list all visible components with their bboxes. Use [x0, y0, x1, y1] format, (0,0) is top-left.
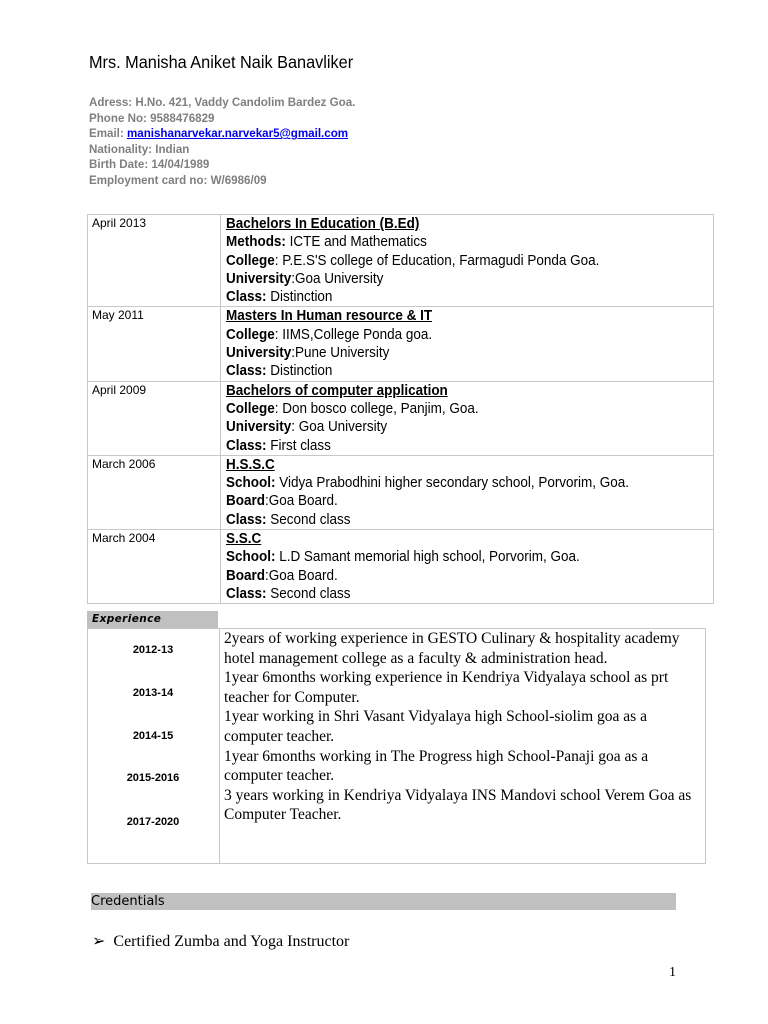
detail-value: First class: [266, 437, 331, 454]
education-details: [221, 307, 714, 381]
degree-title: S.S.C: [226, 531, 262, 548]
education-date: March 2006: [88, 455, 221, 529]
email-link[interactable]: manishanarvekar.narvekar5@gmail.com: [126, 126, 349, 141]
detail-value: : IIMS,College Ponda goa.: [274, 326, 433, 343]
detail-label: College: [226, 400, 275, 417]
detail-value: :Goa Board.: [264, 493, 338, 510]
education-detail-line: [226, 252, 679, 270]
detail-label: University: [226, 345, 292, 362]
education-detail-line: [226, 270, 679, 288]
detail-label: Class:: [226, 437, 267, 454]
email-label: Email:: [89, 126, 127, 141]
education-detail-line: [226, 344, 679, 362]
arrow-bullet-icon: ➢: [92, 933, 106, 950]
address-line: Adress: H.No. 421, Vaddy Candolim Bardez Goa.: [89, 95, 356, 109]
email-line: [89, 126, 355, 142]
experience-entry: 1year 6months working in The Progress high School-Panaji goa as a computer teacher.: [224, 747, 649, 785]
experience-entry: 1year 6months working experience in Kendriya Vidyalaya school as prt teacher for Computer.: [224, 669, 669, 706]
education-detail-line: [226, 362, 679, 380]
experience-entry: 3 years working in Kendriya Vidyalaya INS Mandovi school Verem Goa as Computer Teacher.: [224, 786, 692, 824]
detail-label: Class:: [226, 289, 267, 306]
detail-value: :Goa Board.: [264, 567, 338, 584]
detail-label: Class:: [226, 511, 267, 528]
page-number: 1: [669, 965, 676, 980]
education-details: [221, 455, 714, 529]
experience-heading: Experience: [87, 611, 218, 628]
detail-label: College: [226, 326, 275, 343]
education-details: [221, 215, 714, 307]
experience-year: 2012-13: [132, 644, 174, 656]
detail-value: :Pune University: [291, 345, 390, 362]
credentials-heading: Credentials: [91, 893, 676, 910]
degree-title: Bachelors of computer application: [226, 382, 448, 399]
education-detail-line: [226, 326, 679, 344]
education-table: [87, 214, 714, 604]
credential-text: Certified Zumba and Yoga Instructor: [113, 933, 350, 950]
education-date: May 2011: [88, 307, 221, 381]
education-row: [88, 215, 714, 307]
detail-label: Methods:: [226, 234, 286, 251]
detail-value: Second class: [266, 511, 351, 528]
experience-entry: 2years of working experience in GESTO Culinary & hospitality academy hotel management college as a faculty & administration head.: [224, 630, 680, 667]
birth-date-line: Birth Date: 14/04/1989: [89, 157, 210, 172]
education-details: [221, 530, 714, 604]
detail-label: Board: [226, 567, 265, 584]
detail-label: University: [226, 270, 292, 287]
experience-entries: [224, 629, 704, 825]
experience-year: 2013-14: [132, 687, 174, 699]
education-row: [88, 530, 714, 604]
education-details: [221, 381, 714, 455]
detail-label: University: [226, 419, 292, 436]
detail-label: Class:: [226, 585, 267, 602]
education-detail-line: [226, 418, 679, 436]
detail-value: :Goa University: [291, 270, 384, 287]
detail-value: Distinction: [266, 363, 333, 380]
education-date: April 2013: [88, 215, 221, 307]
detail-value: Second class: [266, 585, 351, 602]
detail-label: Class:: [226, 363, 267, 380]
phone-line: Phone No: 9588476829: [89, 110, 215, 125]
education-detail-line: [226, 548, 679, 566]
education-row: [88, 381, 714, 455]
employment-card-line: Employment card no: W/6986/09: [89, 172, 267, 187]
detail-label: School:: [226, 549, 276, 566]
credential-item: [92, 931, 349, 951]
education-detail-line: [226, 511, 679, 529]
experience-year: 2017-2020: [126, 816, 180, 828]
experience-year: 2014-15: [132, 730, 174, 742]
detail-value: Distinction: [266, 289, 333, 306]
degree-title: Masters In Human resource & IT: [226, 308, 433, 325]
education-date: March 2004: [88, 530, 221, 604]
detail-label: Board: [226, 493, 265, 510]
detail-label: College: [226, 252, 275, 269]
detail-value: : P.E.S'S college of Education, Farmagudi Ponda Goa.: [274, 252, 600, 269]
detail-value: : Don bosco college, Panjim, Goa.: [274, 400, 479, 417]
education-detail-line: [226, 474, 679, 492]
nationality-line: Nationality: Indian: [89, 141, 190, 156]
detail-value: ICTE and Mathematics: [285, 234, 427, 251]
detail-value: : Goa University: [291, 419, 388, 436]
detail-value: Vidya Prabodhini higher secondary school, Porvorim, Goa.: [275, 475, 630, 492]
education-detail-line: [226, 233, 679, 251]
degree-title: H.S.S.C: [226, 456, 275, 473]
detail-value: L.D Samant memorial high school, Porvorim, Goa.: [275, 549, 580, 566]
experience-column-divider: [219, 628, 220, 864]
education-detail-line: [226, 585, 679, 603]
education-detail-line: [226, 288, 679, 306]
degree-title: Bachelors In Education (B.Ed): [226, 216, 420, 232]
contact-block: [89, 95, 355, 189]
education-detail-line: [226, 492, 679, 510]
education-date: April 2009: [88, 381, 221, 455]
education-detail-line: [226, 400, 679, 418]
education-detail-line: [226, 567, 679, 585]
candidate-name: Mrs. Manisha Aniket Naik Banavliker: [89, 52, 354, 72]
education-detail-line: [226, 437, 679, 455]
experience-year: 2015-2016: [126, 772, 180, 784]
detail-label: School:: [226, 475, 276, 492]
experience-entry: 1year working in Shri Vasant Vidyalaya high School-siolim goa as a computer teacher.: [224, 708, 647, 745]
education-row: [88, 307, 714, 381]
education-row: [88, 455, 714, 529]
